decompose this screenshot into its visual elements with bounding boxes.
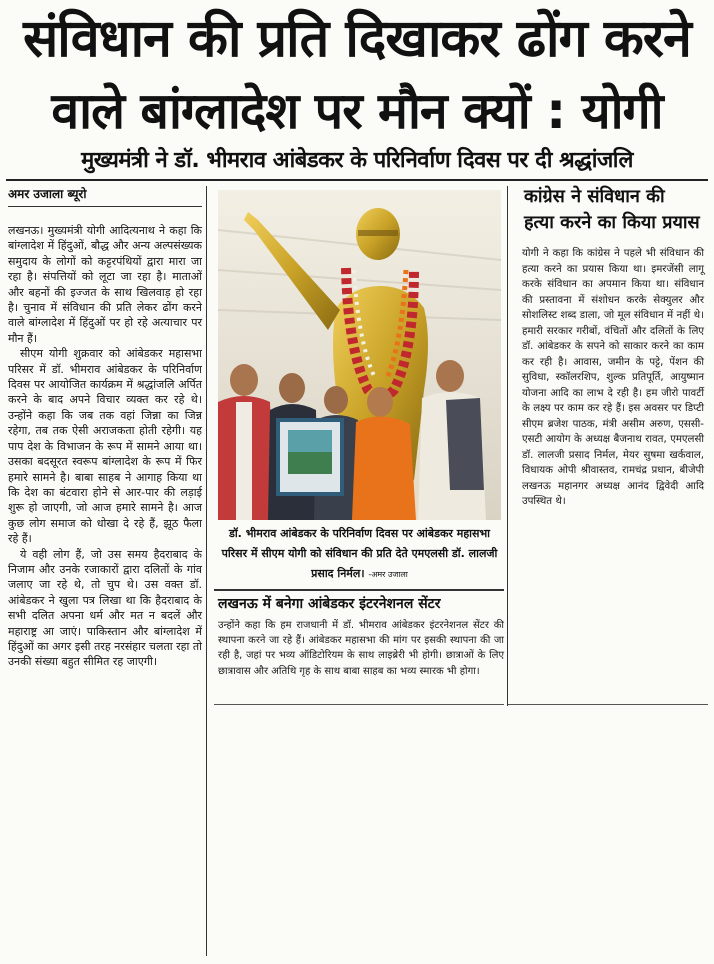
sidebar-body: योगी ने कहा कि कांग्रेस ने पहले भी संविधान की हत्या करने का प्रयास किया था। इमरजेंसी लागू करके संविधान का अपमान किया था। संविधान की प्रस्तावना में संशोधन करके सेक्युलर और सोशलिस्ट शब्द डाला, जो मूल संविधान में नहीं थे। हमारी सरकार गरीबों, वंचितों और दलितों के लिए डॉ. आंबेडकर के सपने को साकार करने का काम कर रही है। आवास, जमीन के पट्टे, पेंशन की सुविधा, स्कॉलरशिप, शुल्क प्रतिपूर्ति, आयुष्मान योजना आदि का लाभ दे रही है। हम जीरो पावर्टी के लक्ष्य पर काम कर रहे हैं। इस अवसर पर डिप्टी सीएम ब्रजेश पाठक, मंत्री असीम अरुण, एससी-एसटी आयोग के अध्यक्ष बैजनाथ रावत, एमएलसी डॉ. लालजी प्रसाद निर्मल, मेयर सुषमा खर्कवाल, विधायक ओपी श्रीवास्तव, रामचंद्र प्रधान, बीजेपी लखनऊ महानगर अध्यक्ष आनंद द्विवेदी आदि उपस्थित थे। [522,248,704,507]
article-paragraph-3: ये वही लोग हैं, जो उस समय हैदराबाद के निजाम और उनके रजाकारों द्वारा दलितों के गांव जलाए जा रहे थे, तो चुप थे। उस वक्त डॉ. आंबेडकर ने खुला पत्र लिखा था कि हैदराबाद के सभी दलित अपना धर्म और मत न बदलें और महाराष्ट्र आ जाएं। पाकिस्तान और बांग्लादेश में हिंदुओं का अगर इसी तरह नरसंहार चलता रहा तो उनकी संख्या बहुत सीमित रह जाएगी। [8,547,202,669]
subheadline: मुख्यमंत्री ने डॉ. भीमराव आंबेडकर के परिनिर्वाण दिवस पर दी श्रद्धांजलि [81,148,633,173]
photo-caption [218,524,501,585]
byline-divider [8,206,202,207]
column-divider-left [206,186,207,956]
top-divider [6,179,708,181]
column-divider-right [507,186,508,706]
news-photo [218,190,501,520]
headline-line-2: वाले बांग्लादेश पर मौन क्यों : योगी [51,82,663,140]
photo-illustration [218,190,501,520]
headline-line-1: संविधान की प्रति दिखाकर ढोंग करने [23,9,691,69]
byline: अमर उजाला ब्यूरो [8,187,87,201]
photo-credit-text: अमर उजाला [371,570,408,579]
article-paragraph-2: सीएम योगी शुक्रवार को आंबेडकर महासभा परिसर में डॉ. भीमराव आंबेडकर के परिनिर्वाण दिवस पर आयोजित कार्यक्रम में श्रद्धांजलि अर्पित करने के बाद अपने विचार व्यक्त कर रहे थे। उन्होंने कहा कि जब तक वहां जिन्ना का जिन्न रहेगा, तब तक ऐसी अराजकता होती रहेगी। यह पाप देश के विभाजन के रूप में सामने आया था। उसका बदसूरत स्वरूप बांग्लादेश के रूप में फिर हमारे सामने है। बाबा साहब ने आगाह किया था कि देश का बंटवारा होने से आर-पार की लड़ाई शुरू हो जाएगी, जो आज हमारे सामने है। आज कुछ लोग समाज को धोखा दे रहे हैं, झूठ फैला रहे हैं। [8,347,202,546]
main-article-column [8,186,202,670]
center-box-heading: लखनऊ में बनेगा आंबेडकर इंटरनेशनल सेंटर [218,596,441,612]
main-article-body [8,223,202,670]
sidebar-bottom-rule [508,704,708,705]
article-paragraph-1: लखनऊ। मुख्यमंत्री योगी आदित्यनाथ ने कहा कि बांग्लादेश में हिंदुओं, बौद्ध और अन्य अल्पसंख्यक समुदाय के लोगों को कट्टरपंथियों द्वारा मारा जा रहा है। संपत्तियों को लूटा जा रहा है। माताओं और बहनों की इज्जत के साथ खिलवाड़ हो रहा है। चुनाव में संविधान की प्रति लेकर ढोंग करने वाले बांग्लादेश में हिंदुओं पर हो रहे अत्याचार पर मौन हैं। [8,224,202,345]
sidebar-heading: कांग्रेस ने संविधान की हत्या करने का किया प्रयास [524,186,700,233]
center-box-bottom-rule [214,704,504,705]
caption-text: डॉ. भीमराव आंबेडकर के परिनिर्वाण दिवस पर आंबेडकर महासभा परिसर में सीएम योगी को संविधान की प्रति देते एमएलसी डॉ. लालजी प्रसाद निर्मल। [221,527,498,580]
center-box-body: उन्होंने कहा कि हम राजधानी में डॉ. भीमराव आंबेडकर इंटरनेशनल सेंटर की स्थापना करने जा रहे हैं। आंबेडकर महासभा की मांग पर इसकी स्थापना की जा रही है, जहां पर भव्य ऑडिटोरियम के साथ लाइब्रेरी भी होगी। छात्राओं के लिए छात्रावास और अतिथि गृह के साथ बाबा साहब का भव्य स्मारक भी होगा। [218,620,504,677]
photo-credit: -अमर उजाला [368,570,408,579]
center-box-top-rule [214,589,504,591]
sidebar-column [514,184,704,510]
